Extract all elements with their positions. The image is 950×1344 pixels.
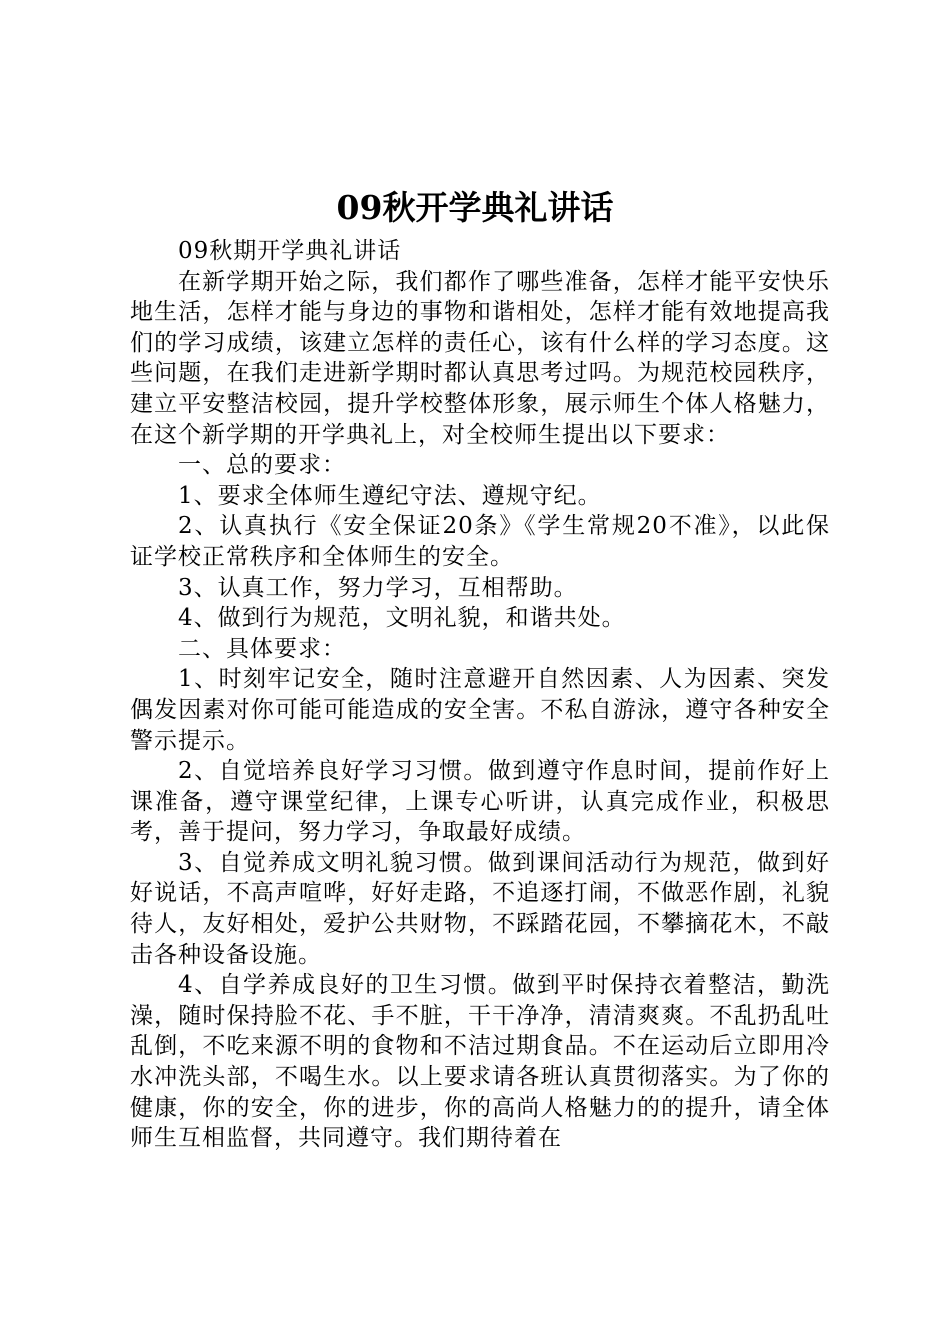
paragraph-general-2: 2、认真执行《安全保证20条》《学生常规20不准》，以此保证学校正常秩序和全体师生的安全。 — [130, 513, 830, 570]
document-title: 09秋开学典礼讲话 — [336, 188, 614, 227]
paragraph-subtitle: 09秋期开学典礼讲话 — [178, 238, 402, 264]
paragraph-specific-2: 2、自觉培养良好学习习惯。做到遵守作息时间，提前作好上课准备，遵守课堂纪律，上课专心听讲，认真完成作业，积极思考，善于提问，努力学习，争取最好成绩。 — [130, 758, 830, 846]
paragraph-general-4: 4、做到行为规范，文明礼貌，和谐共处。 — [178, 605, 626, 632]
paragraph-heading-specific: 二、具体要求： — [178, 635, 346, 662]
paragraph-general-1: 1、要求全体师生遵纪守法、遵规守纪。 — [178, 482, 602, 509]
paragraph-heading-general: 一、总的要求： — [178, 452, 346, 479]
paragraph-intro: 在新学期开始之际，我们都作了哪些准备，怎样才能平安快乐地生活，怎样才能与身边的事物和谐相处，怎样才能有效地提高我们的学习成绩，该建立怎样的责任心，该有什么样的学习态度。这些问题，在我们走进新学期时都认真思考过吗。为规范校园秩序，建立平安整洁校园，提升学校整体形象，展示师生个体人格魅力，在这个新学期的开学典礼上，对全校师生提出以下要求： — [130, 268, 830, 448]
paragraph-general-3: 3、认真工作，努力学习，互相帮助。 — [178, 574, 578, 601]
paragraph-specific-4: 4、自学养成良好的卫生习惯。做到平时保持衣着整洁，勤洗澡，随时保持脸不花、手不脏，干干净净，清清爽爽。不乱扔乱吐乱倒，不吃来源不明的食物和不洁过期食品。不在运动后立即用冷水冲洗头部，不喝生水。以上要求请各班认真贯彻落实。为了你的健康，你的安全，你的进步，你的高尚人格魅力的的提升，请全体师生互相监督，共同遵守。我们期待着在 — [130, 972, 830, 1152]
document-body — [130, 236, 830, 1154]
paragraph-specific-1: 1、时刻牢记安全，随时注意避开自然因素、人为因素、突发偶发因素对你可能可能造成的安全害。不私自游泳，遵守各种安全警示提示。 — [130, 666, 830, 754]
paragraph-specific-3: 3、自觉养成文明礼貌习惯。做到课间活动行为规范，做到好好说话，不高声喧哗，好好走路，不追逐打闹，不做恶作剧，礼貌待人，友好相处，爱护公共财物，不踩踏花园，不攀摘花木，不敲击各种设备设施。 — [130, 849, 830, 968]
